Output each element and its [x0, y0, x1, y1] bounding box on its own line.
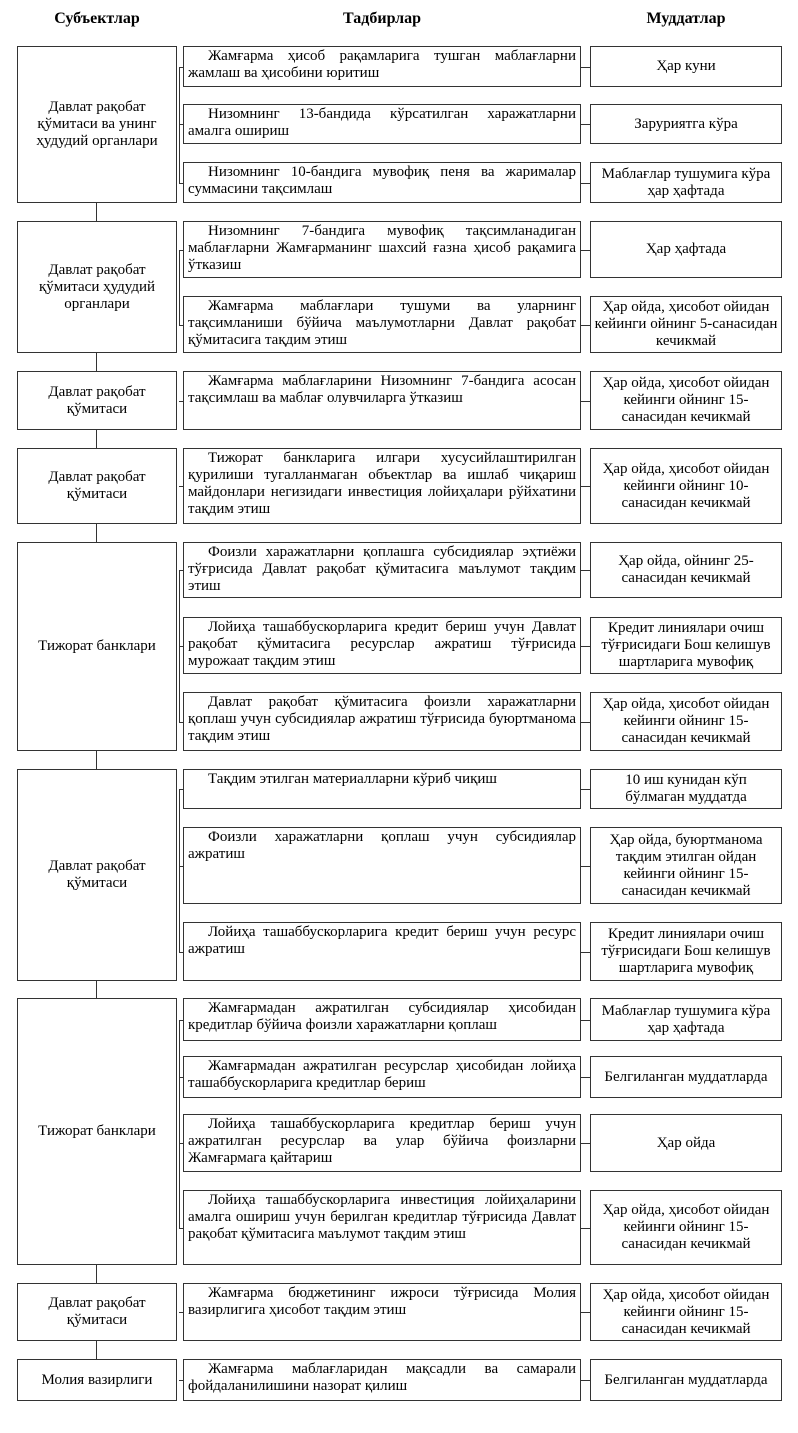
bracket-connector	[179, 789, 180, 952]
term-connector	[581, 401, 590, 402]
term-box	[590, 296, 782, 353]
term-label: Ҳар ҳафтада	[645, 241, 727, 257]
term-label: Кредит линиялари очиш тўғрисидаги Бош келишув шартларига мувофиқ	[601, 620, 771, 670]
term-label: Белгиланган муддатларда	[604, 1371, 768, 1388]
row-connector	[179, 1143, 183, 1144]
row-connector	[179, 722, 183, 723]
term-label: Кредит линиялари очиш тўғрисидаги Бош келишув шартларига мувофиқ	[601, 926, 771, 976]
action-box: Жамғарма ҳисоб рақамларига тушган маблағларни жамлаш ва ҳисобини юритиш	[183, 46, 581, 87]
term-connector	[581, 1077, 590, 1078]
term-connector	[581, 67, 590, 68]
term-connector	[581, 1020, 590, 1021]
subject-label: Давлат рақобат қўмитаси	[48, 469, 146, 502]
action-box: Лойиҳа ташаббускорларига инвестиция лойиҳаларини амалга ошириш учун берилган кредитлар тўғрисида Давлат рақобат қўмитасига маълумот тақдим этиш	[183, 1190, 581, 1265]
term-connector	[581, 325, 590, 326]
row-connector	[179, 124, 183, 125]
bracket-connector	[179, 1020, 180, 1228]
action-box: Давлат рақобат қўмитасига фоизли харажатларни қоплаш учун субсидиялар ажратиш тўғрисида буюртманома тақдим этиш	[183, 692, 581, 751]
term-label: Белгиланган муддатларда	[604, 1068, 768, 1085]
subject-box	[17, 448, 177, 524]
subject-label: Давлат рақобат қўмитаси	[48, 383, 146, 417]
header-terms: Муддатлар	[646, 10, 726, 27]
term-box	[590, 221, 782, 278]
subject-box	[17, 1359, 177, 1401]
term-box	[590, 162, 782, 203]
term-connector	[581, 952, 590, 953]
subject-label: Давлат рақобат қўмитаси ҳудудий органлари	[38, 261, 156, 312]
action-box: Жамғарма маблағларини Низомнинг 7-бандига асосан тақсимлаш ва маблағ олувчиларга ўтказиш	[183, 371, 581, 430]
row-connector	[179, 401, 183, 402]
term-label: Ҳар ойда, ҳисобот ойидан кейинги ойнинг 15-санасидан кечикмай	[602, 375, 770, 425]
term-box	[590, 1056, 782, 1098]
subject-label: Молия вазирлиги	[41, 1371, 153, 1388]
term-label: Маблағлар тушумига кўра ҳар ҳафтада	[601, 165, 771, 199]
subject-box	[17, 769, 177, 981]
term-label: Ҳар ойда, ҳисобот ойидан кейинги ойнинг 15-санасидан кечикмай	[602, 1286, 770, 1337]
subject-label: Тижорат банклари	[38, 1123, 156, 1139]
subject-label: Давлат рақобат қўмитаси	[48, 1295, 146, 1328]
action-box: Жамғармадан ажратилган субсидиялар ҳисобидан кредитлар бўйича фоизли харажатларни қоплаш	[183, 998, 581, 1041]
action-box: Тақдим этилган материалларни кўриб чиқиш	[183, 769, 581, 809]
term-connector	[581, 646, 590, 647]
term-label: Ҳар ойда, ҳисобот ойидан кейинги ойнинг 10-санасидан кечикмай	[602, 460, 770, 511]
term-label: Маблағлар тушумига кўра ҳар ҳафтада	[601, 1002, 771, 1036]
action-box: Низомнинг 7-бандига мувофиқ тақсимланадиган маблағларни Жамғарманинг шахсий ғазна ҳисоб рақамига ўтказиш	[183, 221, 581, 278]
row-connector	[179, 789, 183, 790]
bracket-connector	[179, 250, 180, 325]
header-subjects: Субъектлар	[54, 10, 140, 27]
term-connector	[581, 1228, 590, 1229]
term-label: Ҳар ойда, ойнинг 25-санасидан кечикмай	[618, 553, 754, 586]
term-box	[590, 922, 782, 981]
term-connector	[581, 124, 590, 125]
term-connector	[581, 722, 590, 723]
action-box: Жамғармадан ажратилган ресурслар ҳисобидан лойиҳа ташаббускорларига кредитлар бериш	[183, 1056, 581, 1098]
row-connector	[179, 1020, 183, 1021]
term-connector	[581, 486, 590, 487]
term-box	[590, 1114, 782, 1172]
row-connector	[179, 570, 183, 571]
term-label: Ҳар ойда, ҳисобот ойидан кейинги ойнинг 15-санасидан кечикмай	[602, 1202, 770, 1252]
term-label: Ҳар ойда	[656, 1134, 716, 1151]
subject-box	[17, 371, 177, 430]
term-connector	[581, 1143, 590, 1144]
row-connector	[179, 486, 183, 487]
term-connector	[581, 1312, 590, 1313]
action-box: Фоизли харажатларни қоплашга субсидиялар эҳтиёжи тўғрисида Давлат рақобат қўмитасига маълумот тақдим этиш	[183, 542, 581, 598]
group-connector	[96, 353, 97, 371]
term-box	[590, 617, 782, 674]
row-connector	[179, 1077, 183, 1078]
action-box: Жамғарма маблағлари тушуми ва уларнинг тақсимланиши бўйича маълумотларни Давлат рақобат қўмитасига тақдим этиш	[183, 296, 581, 353]
term-box	[590, 1190, 782, 1265]
term-box	[590, 542, 782, 598]
term-box	[590, 46, 782, 87]
term-box	[590, 692, 782, 751]
term-connector	[581, 866, 590, 867]
term-box	[590, 769, 782, 809]
term-box	[590, 371, 782, 430]
row-connector	[179, 67, 183, 68]
action-box: Лойиҳа ташаббускорларига кредитлар бериш учун ажратилган ресурслар ва улар бўйича фоизларни Жамғармага қайтариш	[183, 1114, 581, 1172]
term-connector	[581, 250, 590, 251]
group-connector	[96, 981, 97, 998]
term-box	[590, 998, 782, 1041]
term-label: 10 иш кунидан кўп бўлмаган муддатда	[625, 772, 747, 805]
term-label: Ҳар куни	[656, 58, 716, 74]
subject-label: Тижорат банклари	[38, 638, 156, 654]
term-label: Ҳар ойда, ҳисобот ойидан кейинги ойнинг 5-санасидан кечикмай	[594, 299, 778, 349]
term-label: Заруриятга кўра	[634, 115, 738, 132]
subject-label: Давлат рақобат қўмитаси	[48, 858, 146, 891]
term-box	[590, 104, 782, 144]
row-connector	[179, 325, 183, 326]
term-connector	[581, 789, 590, 790]
term-label: Ҳар ойда, ҳисобот ойидан кейинги ойнинг 15-санасидан кечикмай	[602, 696, 770, 746]
group-connector	[96, 751, 97, 769]
term-connector	[581, 1380, 590, 1381]
row-connector	[179, 183, 183, 184]
row-connector	[179, 1312, 183, 1313]
group-connector	[96, 524, 97, 542]
row-connector	[179, 1228, 183, 1229]
term-connector	[581, 183, 590, 184]
group-connector	[96, 1265, 97, 1283]
subject-box	[17, 46, 177, 203]
bracket-connector	[179, 67, 180, 183]
row-connector	[179, 250, 183, 251]
row-connector	[179, 866, 183, 867]
term-label: Ҳар ойда, буюртманома тақдим этилган ойдан кейинги ойнинг 15-санасидан кечикмай	[609, 831, 763, 899]
subject-label: Давлат рақобат қўмитаси ва унинг ҳудудий органлари	[36, 99, 158, 149]
group-connector	[96, 203, 97, 221]
subject-box	[17, 542, 177, 751]
row-connector	[179, 646, 183, 647]
term-box	[590, 1283, 782, 1341]
action-box: Тижорат банкларига илгари хусусийлаштирилган қурилиши тугалланмаган объектлар ва ишлаб чиқариш майдонлари негизидаги инвестиция лойиҳалари рўйхатини тақдим этиш	[183, 448, 581, 524]
term-box	[590, 1359, 782, 1401]
action-box: Низомнинг 10-бандига мувофиқ пеня ва жарималар суммасини тақсимлаш	[183, 162, 581, 203]
action-box: Жамғарма бюджетининг ижроси тўғрисида Молия вазирлигига ҳисобот тақдим этиш	[183, 1283, 581, 1341]
action-box: Жамғарма маблағларидан мақсадли ва самарали фойдаланилишини назорат қилиш	[183, 1359, 581, 1401]
term-box	[590, 827, 782, 904]
row-connector	[179, 952, 183, 953]
row-connector	[179, 1380, 183, 1381]
term-connector	[581, 570, 590, 571]
group-connector	[96, 430, 97, 448]
group-connector	[96, 1341, 97, 1359]
subject-box	[17, 1283, 177, 1341]
action-box: Низомнинг 13-бандида кўрсатилган харажатларни амалга ошириш	[183, 104, 581, 144]
subject-box	[17, 998, 177, 1265]
action-box: Лойиҳа ташаббускорларига кредит бериш учун Давлат рақобат қўмитасига ресурслар ажратиш тўғрисида мурожаат тақдим этиш	[183, 617, 581, 674]
action-box: Лойиҳа ташаббускорларига кредит бериш учун ресурс ажратиш	[183, 922, 581, 981]
header-actions: Тадбирлар	[343, 10, 421, 27]
term-box	[590, 448, 782, 524]
action-box: Фоизли харажатларни қоплаш учун субсидиялар ажратиш	[183, 827, 581, 904]
subject-box	[17, 221, 177, 353]
